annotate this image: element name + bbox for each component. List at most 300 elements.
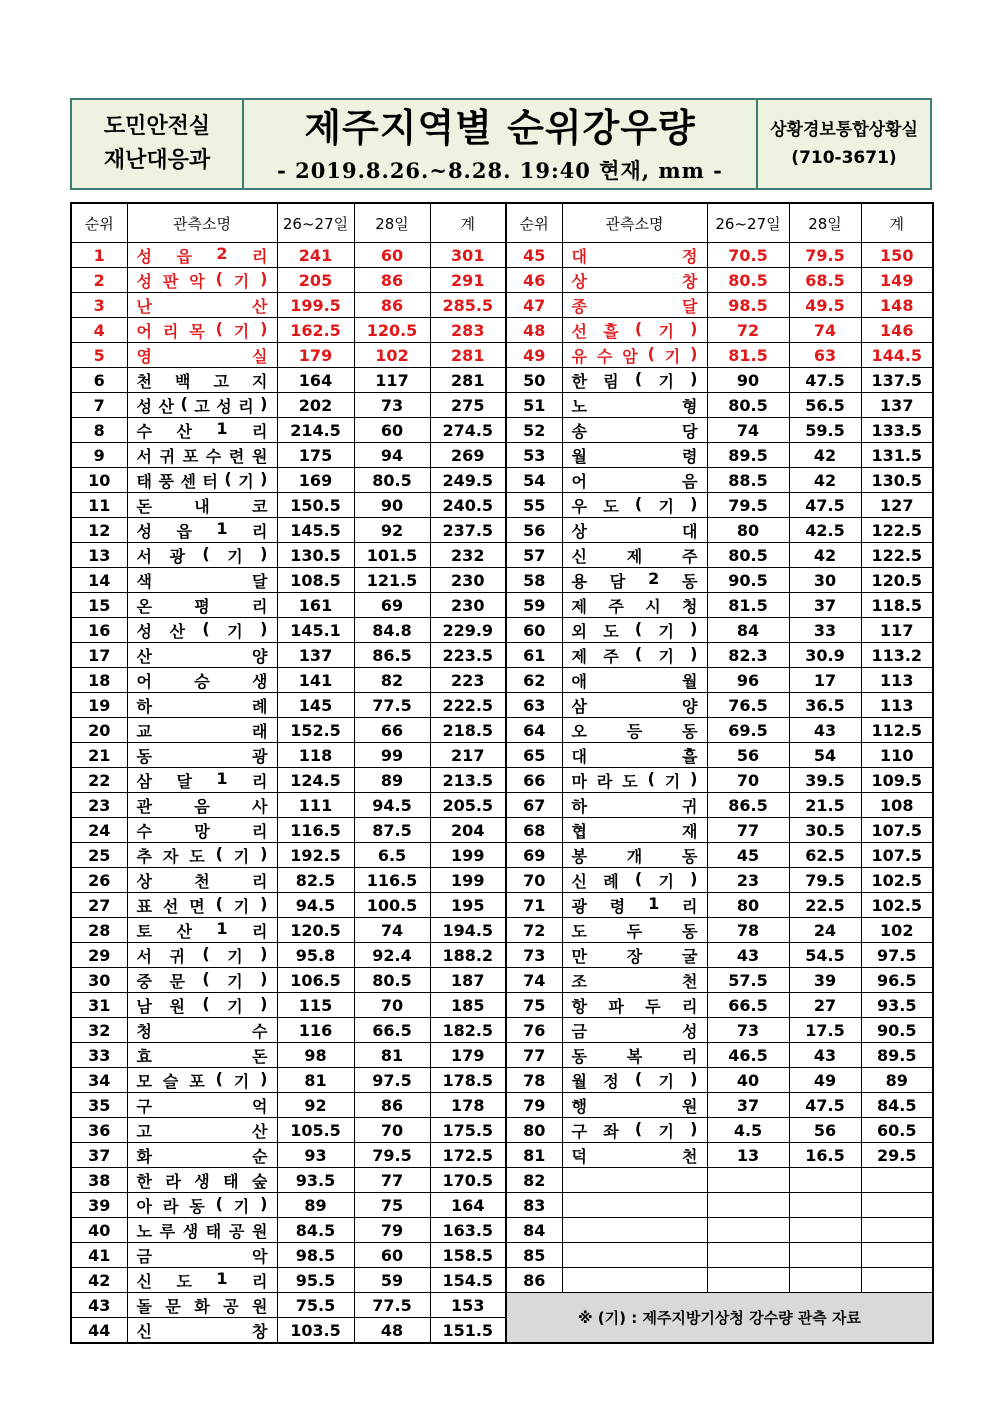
station-name: 돈 내 코	[136, 496, 268, 516]
day1-cell: 192.5	[277, 843, 354, 868]
day1-cell: 108.5	[277, 568, 354, 593]
rank-cell: 66	[506, 768, 562, 793]
table-row	[71, 493, 933, 518]
day1-cell: 145.1	[277, 618, 354, 643]
table-row	[71, 743, 933, 768]
station-name: 성 산 ( 고 성 리 )	[136, 393, 268, 416]
day2-cell: 43	[789, 1043, 861, 1068]
total-cell: 179	[430, 1043, 506, 1068]
rank-cell: 27	[71, 893, 127, 918]
station-name: 관 음 사	[136, 796, 268, 816]
day2-cell: 54	[789, 743, 861, 768]
day1-cell: 56	[707, 743, 789, 768]
rank-cell: 43	[71, 1293, 127, 1318]
rank-cell: 54	[506, 468, 562, 493]
station-name: 하 귀	[571, 796, 698, 816]
rank-cell: 40	[71, 1218, 127, 1243]
day1-cell: 94.5	[277, 893, 354, 918]
day1-cell: 80.5	[707, 268, 789, 293]
table-row	[71, 943, 933, 968]
day1-cell: 164	[277, 368, 354, 393]
total-cell: 182.5	[430, 1018, 506, 1043]
table-row	[71, 543, 933, 568]
total-cell	[861, 1193, 933, 1218]
day1-cell	[707, 1168, 789, 1193]
station-cell	[562, 1118, 707, 1143]
table-row	[71, 1143, 933, 1168]
station-cell	[127, 1193, 277, 1218]
day1-cell: 80.5	[707, 543, 789, 568]
day2-cell: 86.5	[354, 643, 430, 668]
station-name: 서 귀 포 수 련 원	[136, 446, 268, 466]
day2-cell	[789, 1168, 861, 1193]
total-cell: 107.5	[861, 843, 933, 868]
table-row	[71, 1068, 933, 1093]
station-cell	[562, 618, 707, 643]
total-cell	[861, 1243, 933, 1268]
station-name: 어 승 생	[136, 671, 268, 691]
day2-cell: 39.5	[789, 768, 861, 793]
day2-cell: 27	[789, 993, 861, 1018]
station-name: 도 두 동	[571, 921, 698, 941]
station-name: 항 파 두 리	[571, 996, 698, 1016]
day2-cell: 36.5	[789, 693, 861, 718]
total-cell: 144.5	[861, 343, 933, 368]
day1-cell: 145.5	[277, 518, 354, 543]
station-name: 송 당	[571, 421, 698, 441]
rank-cell: 48	[506, 318, 562, 343]
day2-cell: 121.5	[354, 568, 430, 593]
day1-cell: 105.5	[277, 1118, 354, 1143]
station-cell	[127, 818, 277, 843]
day2-cell: 30.5	[789, 818, 861, 843]
station-cell	[562, 1093, 707, 1118]
rank-cell: 12	[71, 518, 127, 543]
day2-cell: 17.5	[789, 1018, 861, 1043]
day1-cell: 152.5	[277, 718, 354, 743]
station-cell	[127, 618, 277, 643]
day2-cell: 66.5	[354, 1018, 430, 1043]
rank-cell: 56	[506, 518, 562, 543]
rank-cell: 84	[506, 1218, 562, 1243]
day2-cell: 30.9	[789, 643, 861, 668]
rank-cell: 5	[71, 343, 127, 368]
day1-cell: 40	[707, 1068, 789, 1093]
table-row	[71, 768, 933, 793]
total-cell: 185	[430, 993, 506, 1018]
day1-cell: 86.5	[707, 793, 789, 818]
station-name: 하 례	[136, 696, 268, 716]
table-row	[71, 468, 933, 493]
station-name: 월 령	[571, 446, 698, 466]
rank-cell: 81	[506, 1143, 562, 1168]
day1-cell: 241	[277, 243, 354, 268]
day1-cell: 76.5	[707, 693, 789, 718]
total-cell: 149	[861, 268, 933, 293]
table-row	[71, 1293, 933, 1318]
table-row	[71, 568, 933, 593]
station-name: 신 도 1 리	[136, 1268, 268, 1291]
station-cell	[127, 468, 277, 493]
col-header-rank: 순위	[506, 203, 562, 243]
day1-cell: 93	[277, 1143, 354, 1168]
station-cell	[127, 768, 277, 793]
total-cell: 204	[430, 818, 506, 843]
day2-cell: 60	[354, 1243, 430, 1268]
table-row	[71, 268, 933, 293]
rank-cell: 7	[71, 393, 127, 418]
rank-cell: 17	[71, 643, 127, 668]
rank-cell: 32	[71, 1018, 127, 1043]
total-cell: 151.5	[430, 1318, 506, 1344]
day2-cell: 75	[354, 1193, 430, 1218]
report-header	[70, 98, 932, 190]
table-row	[71, 818, 933, 843]
rank-cell: 42	[71, 1268, 127, 1293]
day1-cell: 98	[277, 1043, 354, 1068]
total-cell: 122.5	[861, 518, 933, 543]
day1-cell: 81.5	[707, 593, 789, 618]
station-cell	[127, 993, 277, 1018]
table-row	[71, 968, 933, 993]
station-name: 월 정 ( 기 )	[571, 1068, 698, 1091]
rank-cell: 29	[71, 943, 127, 968]
station-cell	[562, 268, 707, 293]
table-row	[71, 393, 933, 418]
station-name: 남 원 ( 기 )	[136, 993, 268, 1016]
rank-cell: 70	[506, 868, 562, 893]
total-cell: 164	[430, 1193, 506, 1218]
total-cell: 269	[430, 443, 506, 468]
total-cell: 194.5	[430, 918, 506, 943]
day1-cell: 81	[277, 1068, 354, 1093]
table-row	[71, 643, 933, 668]
station-name: 삼 달 1 리	[136, 768, 268, 791]
total-cell: 118.5	[861, 593, 933, 618]
table-row	[71, 1043, 933, 1068]
department-name: 상황경보통합상황실	[770, 120, 918, 140]
rank-cell: 58	[506, 568, 562, 593]
contact-block	[756, 100, 930, 188]
day1-cell: 43	[707, 943, 789, 968]
rank-cell: 47	[506, 293, 562, 318]
total-cell: 60.5	[861, 1118, 933, 1143]
station-name: 우 도 ( 기 )	[571, 493, 698, 516]
day1-cell: 98.5	[277, 1243, 354, 1268]
day1-cell: 95.5	[277, 1268, 354, 1293]
rank-cell: 64	[506, 718, 562, 743]
day1-cell: 82.3	[707, 643, 789, 668]
rank-cell: 46	[506, 268, 562, 293]
rank-cell: 8	[71, 418, 127, 443]
day1-cell: 96	[707, 668, 789, 693]
day1-cell: 4.5	[707, 1118, 789, 1143]
day2-cell: 66	[354, 718, 430, 743]
station-cell	[127, 493, 277, 518]
station-name: 대 정	[571, 246, 698, 266]
rank-cell: 60	[506, 618, 562, 643]
col-header-day2: 28일	[354, 203, 430, 243]
total-cell: 154.5	[430, 1268, 506, 1293]
day2-cell: 54.5	[789, 943, 861, 968]
rank-cell: 16	[71, 618, 127, 643]
station-cell	[562, 893, 707, 918]
station-name: 구 억	[136, 1096, 268, 1116]
total-cell: 102.5	[861, 868, 933, 893]
total-cell: 232	[430, 543, 506, 568]
day2-cell: 77.5	[354, 1293, 430, 1318]
day1-cell	[707, 1268, 789, 1293]
total-cell: 133.5	[861, 418, 933, 443]
day2-cell: 86	[354, 268, 430, 293]
table-row	[71, 1193, 933, 1218]
table-row	[71, 368, 933, 393]
total-cell: 285.5	[430, 293, 506, 318]
day1-cell: 92	[277, 1093, 354, 1118]
day2-cell: 79.5	[789, 243, 861, 268]
day2-cell: 79.5	[789, 868, 861, 893]
total-cell: 102.5	[861, 893, 933, 918]
total-cell: 137	[861, 393, 933, 418]
table-row	[71, 343, 933, 368]
station-cell	[127, 793, 277, 818]
rank-cell: 55	[506, 493, 562, 518]
station-cell	[127, 918, 277, 943]
rank-cell: 52	[506, 418, 562, 443]
station-cell	[127, 368, 277, 393]
day1-cell: 80	[707, 893, 789, 918]
station-cell	[562, 343, 707, 368]
rank-cell: 75	[506, 993, 562, 1018]
col-header-day1: 26~27일	[277, 203, 354, 243]
station-name: 상 창	[571, 271, 698, 291]
station-cell	[127, 568, 277, 593]
rank-cell: 9	[71, 443, 127, 468]
rank-cell: 6	[71, 368, 127, 393]
station-cell	[127, 1143, 277, 1168]
station-cell	[562, 743, 707, 768]
day2-cell: 120.5	[354, 318, 430, 343]
station-name: 색 달	[136, 571, 268, 591]
total-cell: 137.5	[861, 368, 933, 393]
day2-cell: 94	[354, 443, 430, 468]
station-name: 서 귀 ( 기 )	[136, 943, 268, 966]
total-cell: 218.5	[430, 718, 506, 743]
day1-cell	[707, 1243, 789, 1268]
total-cell: 275	[430, 393, 506, 418]
rank-cell: 21	[71, 743, 127, 768]
rank-cell: 65	[506, 743, 562, 768]
rank-cell: 36	[71, 1118, 127, 1143]
table-row	[71, 1243, 933, 1268]
day1-cell: 89	[277, 1193, 354, 1218]
total-cell: 89	[861, 1068, 933, 1093]
total-cell: 178	[430, 1093, 506, 1118]
station-name: 산 양	[136, 646, 268, 666]
phone-number: (710-3671)	[791, 148, 897, 168]
day2-cell: 90	[354, 493, 430, 518]
total-cell: 110	[861, 743, 933, 768]
station-name: 돌 문 화 공 원	[136, 1296, 268, 1316]
day2-cell: 89	[354, 768, 430, 793]
rank-cell: 67	[506, 793, 562, 818]
station-cell	[562, 1268, 707, 1293]
total-cell	[861, 1218, 933, 1243]
day1-cell: 111	[277, 793, 354, 818]
total-cell: 148	[861, 293, 933, 318]
station-cell	[127, 593, 277, 618]
rank-cell: 85	[506, 1243, 562, 1268]
station-cell	[562, 943, 707, 968]
rank-cell: 11	[71, 493, 127, 518]
day2-cell: 101.5	[354, 543, 430, 568]
day1-cell: 90	[707, 368, 789, 393]
station-name: 구 좌 ( 기 )	[571, 1118, 698, 1141]
day1-cell: 179	[277, 343, 354, 368]
day2-cell: 86	[354, 1093, 430, 1118]
day1-cell: 77	[707, 818, 789, 843]
table-row	[71, 1218, 933, 1243]
total-cell: 175.5	[430, 1118, 506, 1143]
station-cell	[127, 418, 277, 443]
day1-cell: 46.5	[707, 1043, 789, 1068]
station-cell	[562, 718, 707, 743]
total-cell	[861, 1268, 933, 1293]
station-name: 노 루 생 태 공 원	[136, 1221, 268, 1241]
station-name: 성 산 ( 기 )	[136, 618, 268, 641]
col-header-total: 계	[430, 203, 506, 243]
rank-cell: 62	[506, 668, 562, 693]
station-name: 천 백 고 지	[136, 371, 268, 391]
station-cell	[127, 393, 277, 418]
station-name: 동 복 리	[571, 1046, 698, 1066]
rank-cell: 45	[506, 243, 562, 268]
day1-cell: 78	[707, 918, 789, 943]
rank-cell: 72	[506, 918, 562, 943]
table-row	[71, 793, 933, 818]
total-cell: 229.9	[430, 618, 506, 643]
station-name: 상 대	[571, 521, 698, 541]
total-cell: 188.2	[430, 943, 506, 968]
table-row	[71, 518, 933, 543]
total-cell: 172.5	[430, 1143, 506, 1168]
station-cell	[562, 843, 707, 868]
day2-cell: 60	[354, 243, 430, 268]
station-cell	[562, 1243, 707, 1268]
station-cell	[127, 668, 277, 693]
station-cell	[562, 593, 707, 618]
rank-cell: 74	[506, 968, 562, 993]
rank-cell: 38	[71, 1168, 127, 1193]
total-cell: 131.5	[861, 443, 933, 468]
day2-cell: 82	[354, 668, 430, 693]
day2-cell: 116.5	[354, 868, 430, 893]
station-name: 금 성	[571, 1021, 698, 1041]
station-name: 아 라 동 ( 기 )	[136, 1193, 268, 1216]
day2-cell: 80.5	[354, 468, 430, 493]
station-cell	[127, 743, 277, 768]
day2-cell: 69	[354, 593, 430, 618]
station-cell	[127, 843, 277, 868]
day2-cell: 33	[789, 618, 861, 643]
day2-cell: 42	[789, 443, 861, 468]
total-cell: 205.5	[430, 793, 506, 818]
col-header-total: 계	[861, 203, 933, 243]
rank-cell: 78	[506, 1068, 562, 1093]
rank-cell: 63	[506, 693, 562, 718]
table-row	[71, 993, 933, 1018]
station-cell	[562, 243, 707, 268]
station-cell	[127, 718, 277, 743]
day1-cell: 137	[277, 643, 354, 668]
day2-cell: 94.5	[354, 793, 430, 818]
day2-cell: 42.5	[789, 518, 861, 543]
table-row	[71, 693, 933, 718]
day1-cell: 13	[707, 1143, 789, 1168]
station-name: 교 래	[136, 721, 268, 741]
day1-cell: 66.5	[707, 993, 789, 1018]
station-name: 협 재	[571, 821, 698, 841]
day2-cell: 39	[789, 968, 861, 993]
station-name: 선 흘 ( 기 )	[571, 318, 698, 341]
day1-cell: 115	[277, 993, 354, 1018]
day2-cell: 68.5	[789, 268, 861, 293]
station-cell	[562, 318, 707, 343]
station-cell	[562, 543, 707, 568]
station-cell	[562, 993, 707, 1018]
day2-cell: 24	[789, 918, 861, 943]
rank-cell: 86	[506, 1268, 562, 1293]
day1-cell: 106.5	[277, 968, 354, 993]
station-name: 효 돈	[136, 1046, 268, 1066]
day2-cell: 63	[789, 343, 861, 368]
day1-cell: 118	[277, 743, 354, 768]
table-row	[71, 893, 933, 918]
table-row	[71, 1118, 933, 1143]
day2-cell	[789, 1268, 861, 1293]
station-cell	[562, 1168, 707, 1193]
day1-cell: 80	[707, 518, 789, 543]
day1-cell: 116.5	[277, 818, 354, 843]
day2-cell: 77.5	[354, 693, 430, 718]
total-cell: 90.5	[861, 1018, 933, 1043]
page-title: 제주지역별 순위강우량	[304, 106, 696, 150]
day1-cell: 72	[707, 318, 789, 343]
total-cell: 93.5	[861, 993, 933, 1018]
day2-cell: 59	[354, 1268, 430, 1293]
station-cell	[127, 443, 277, 468]
rank-cell: 23	[71, 793, 127, 818]
table-row	[71, 293, 933, 318]
day1-cell: 84.5	[277, 1218, 354, 1243]
total-cell: 223	[430, 668, 506, 693]
day1-cell: 205	[277, 268, 354, 293]
station-name: 한 라 생 태 숲	[136, 1171, 268, 1191]
total-cell: 163.5	[430, 1218, 506, 1243]
day1-cell: 95.8	[277, 943, 354, 968]
station-name: 신 제 주	[571, 546, 698, 566]
station-cell	[127, 318, 277, 343]
col-header-day2: 28일	[789, 203, 861, 243]
station-cell	[562, 1193, 707, 1218]
station-cell	[562, 1143, 707, 1168]
day2-cell	[789, 1243, 861, 1268]
day2-cell	[789, 1193, 861, 1218]
table-row	[71, 843, 933, 868]
total-cell: 146	[861, 318, 933, 343]
station-name: 청 수	[136, 1021, 268, 1041]
total-cell: 113.2	[861, 643, 933, 668]
